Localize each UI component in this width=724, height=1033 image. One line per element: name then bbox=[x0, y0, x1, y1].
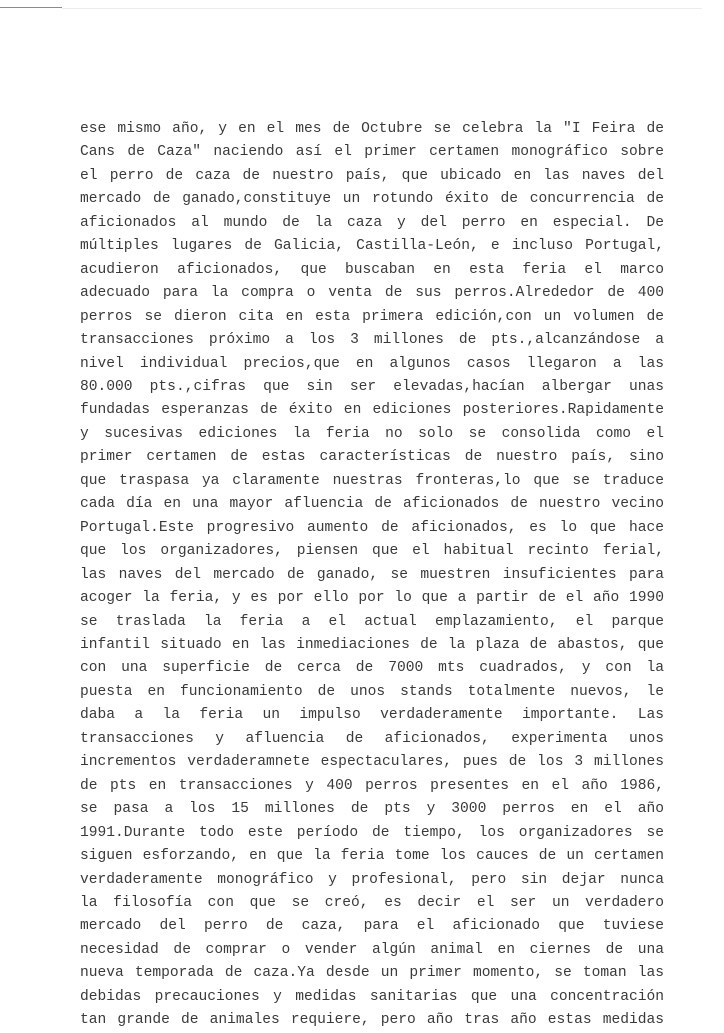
text-line: que los organizadores, piensen que el habitual recinto ferial, bbox=[80, 543, 664, 560]
text-line: puesta en funcionamiento de unos stands totalmente nuevos, le bbox=[80, 683, 664, 700]
text-line: adecuado para la compra o venta de sus perros.Alrededor de 400 bbox=[80, 285, 664, 302]
text-line: daba a la feria un impulso verdaderamente importante. Las bbox=[80, 707, 664, 724]
text-line: 1991.Durante todo este período de tiempo, los organizadores se bbox=[80, 824, 664, 841]
text-line: se traslada la feria a el actual emplazamiento, el parque bbox=[80, 613, 664, 630]
text-line: transacciones y afluencia de aficionados, experimenta unos bbox=[80, 730, 664, 747]
text-line: que traspasa ya claramente nuestras fronteras,lo que se traduce bbox=[80, 472, 664, 489]
document-body bbox=[80, 118, 664, 1033]
text-line: la filosofía con que se creó, es decir el ser un verdadero bbox=[80, 894, 664, 911]
text-line: acoger la feria, y es por ello por lo que a partir de el año 1990 bbox=[80, 590, 664, 607]
scan-edge-line bbox=[62, 8, 702, 9]
text-line: incrementos verdaderamnete espectaculares, pues de los 3 millones bbox=[80, 754, 664, 771]
text-line: las naves del mercado de ganado, se muestren insuficientes para bbox=[80, 566, 664, 583]
scan-edge-line bbox=[0, 7, 62, 8]
text-line: con una superficie de cerca de 7000 mts cuadrados, y con la bbox=[80, 660, 664, 677]
text-line: debidas precauciones y medidas sanitarias que una concentración bbox=[80, 988, 664, 1005]
text-line: múltiples lugares de Galicia, Castilla-León, e incluso Portugal, bbox=[80, 238, 664, 255]
text-line: cada día en una mayor afluencia de aficionados de nuestro vecino bbox=[80, 496, 664, 513]
text-line: acudieron aficionados, que buscaban en esta feria el marco bbox=[80, 261, 664, 278]
text-line: nueva temporada de caza.Ya desde un primer momento, se toman las bbox=[80, 965, 664, 982]
text-line: aficionados al mundo de la caza y del perro en especial. De bbox=[80, 214, 664, 231]
text-line: mercado del perro de caza, para el aficionado que tuviese bbox=[80, 918, 664, 935]
text-line: verdaderamente monográfico y profesional, pero sin dejar nunca bbox=[80, 871, 664, 888]
text-line: se pasa a los 15 millones de pts y 3000 perros en el año bbox=[80, 801, 664, 818]
text-line: de pts en transacciones y 400 perros presentes en el año 1986, bbox=[80, 777, 664, 794]
text-line: Portugal.Este progresivo aumento de aficionados, es lo que hace bbox=[80, 519, 664, 536]
text-line: y sucesivas ediciones la feria no solo se consolida como el bbox=[80, 425, 664, 442]
text-line: ese mismo año, y en el mes de Octubre se celebra la "I Feira de bbox=[80, 121, 664, 137]
text-line: Cans de Caza" naciendo así el primer certamen monográfico sobre bbox=[80, 144, 664, 161]
text-line: mercado de ganado,constituye un rotundo éxito de concurrencia de bbox=[80, 191, 664, 208]
text-line: el perro de caza de nuestro país, que ubicado en las naves del bbox=[80, 167, 664, 184]
text-line: perros se dieron cita en esta primera edición,con un volumen de bbox=[80, 308, 664, 325]
text-line: 80.000 pts.,cifras que sin ser elevadas,hacían albergar unas bbox=[80, 378, 664, 395]
text-line: fundadas esperanzas de éxito en ediciones posteriores.Rapidamente bbox=[80, 402, 664, 419]
text-line: tan grande de animales requiere, pero año tras año estas medidas bbox=[80, 1012, 664, 1029]
text-line: necesidad de comprar o vender algún animal en ciernes de una bbox=[80, 941, 664, 958]
text-line: infantil situado en las inmediaciones de la plaza de abastos, que bbox=[80, 636, 664, 653]
text-line: primer certamen de estas características de nuestro país, sino bbox=[80, 449, 664, 466]
text-line: siguen esforzando, en que la feria tome los cauces de un certamen bbox=[80, 848, 664, 865]
text-line: nivel individual precios,que en algunos casos llegaron a las bbox=[80, 355, 664, 372]
text-line: transacciones próximo a los 3 millones de pts.,alcanzándose a bbox=[80, 332, 664, 349]
